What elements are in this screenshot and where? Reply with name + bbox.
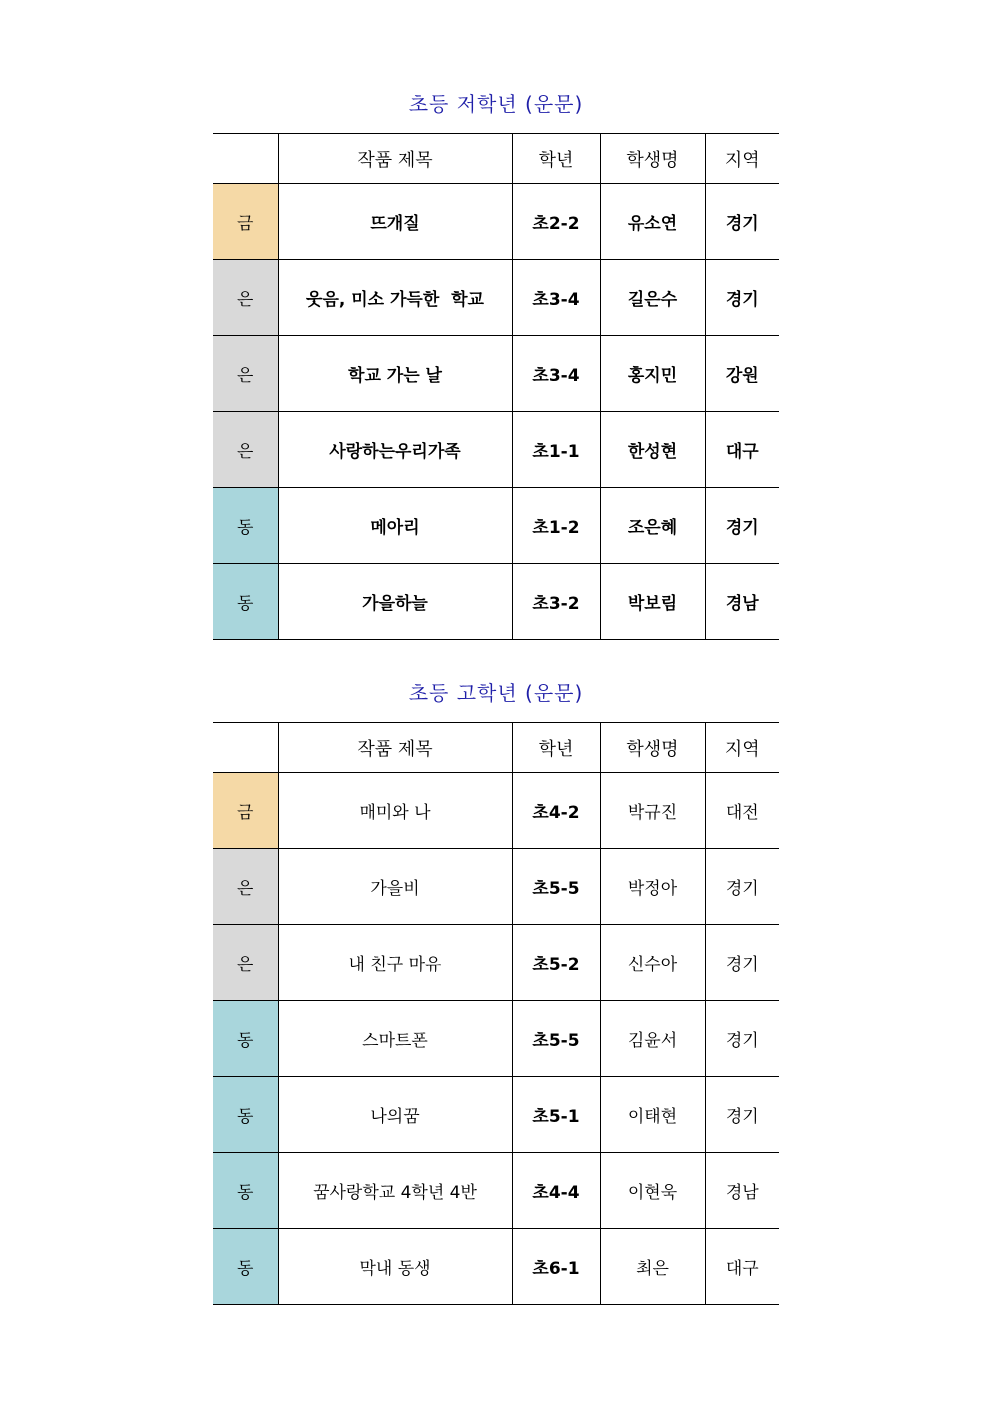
medal-cell: 은 xyxy=(213,925,278,1001)
header-name: 학생명 xyxy=(600,723,705,773)
region-cell: 경기 xyxy=(705,488,779,564)
title-cell: 웃음, 미소 가득한 학교 xyxy=(278,260,512,336)
header-region: 지역 xyxy=(705,134,779,184)
grade-cell: 초3-4 xyxy=(512,336,600,412)
region-cell: 경기 xyxy=(705,260,779,336)
title-cell: 꿈사랑학교 4학년 4반 xyxy=(278,1153,512,1229)
table-row xyxy=(213,1153,779,1229)
section-title-high: 초등 고학년 (운문) xyxy=(408,681,584,705)
table-header-row xyxy=(213,723,779,773)
medal-cell: 동 xyxy=(213,1077,278,1153)
award-table-high xyxy=(213,722,779,1305)
header-medal xyxy=(213,723,278,773)
title-cell: 매미와 나 xyxy=(278,773,512,849)
grade-cell: 초5-2 xyxy=(512,925,600,1001)
title-cell: 학교 가는 날 xyxy=(278,336,512,412)
title-cell: 뜨개질 xyxy=(278,184,512,260)
award-table-low xyxy=(213,133,779,640)
table-row xyxy=(213,925,779,1001)
table-header-row xyxy=(213,134,779,184)
title-cell: 내 친구 마유 xyxy=(278,925,512,1001)
table-row xyxy=(213,1001,779,1077)
grade-cell: 초6-1 xyxy=(512,1229,600,1305)
grade-cell: 초5-5 xyxy=(512,1001,600,1077)
name-cell: 최은 xyxy=(600,1229,705,1305)
name-cell: 길은수 xyxy=(600,260,705,336)
header-grade: 학년 xyxy=(512,134,600,184)
title-cell: 가을비 xyxy=(278,849,512,925)
header-medal xyxy=(213,134,278,184)
name-cell: 조은혜 xyxy=(600,488,705,564)
grade-cell: 초5-1 xyxy=(512,1077,600,1153)
region-cell: 대구 xyxy=(705,412,779,488)
medal-cell: 동 xyxy=(213,1153,278,1229)
table-row xyxy=(213,1229,779,1305)
table-row xyxy=(213,849,779,925)
region-cell: 경기 xyxy=(705,925,779,1001)
name-cell: 박규진 xyxy=(600,773,705,849)
title-cell: 막내 동생 xyxy=(278,1229,512,1305)
header-grade: 학년 xyxy=(512,723,600,773)
table-row xyxy=(213,184,779,260)
table-row xyxy=(213,336,779,412)
region-cell: 경남 xyxy=(705,1153,779,1229)
name-cell: 신수아 xyxy=(600,925,705,1001)
title-cell: 나의꿈 xyxy=(278,1077,512,1153)
medal-cell: 동 xyxy=(213,564,278,640)
grade-cell: 초2-2 xyxy=(512,184,600,260)
medal-cell: 동 xyxy=(213,1229,278,1305)
title-cell: 사랑하는우리가족 xyxy=(278,412,512,488)
table-row xyxy=(213,488,779,564)
name-cell: 박보림 xyxy=(600,564,705,640)
name-cell: 이현욱 xyxy=(600,1153,705,1229)
medal-cell: 은 xyxy=(213,412,278,488)
header-region: 지역 xyxy=(705,723,779,773)
table-row xyxy=(213,1077,779,1153)
region-cell: 대구 xyxy=(705,1229,779,1305)
grade-cell: 초3-4 xyxy=(512,260,600,336)
header-name: 학생명 xyxy=(600,134,705,184)
medal-cell: 동 xyxy=(213,488,278,564)
region-cell: 경기 xyxy=(705,1001,779,1077)
medal-cell: 은 xyxy=(213,849,278,925)
region-cell: 경기 xyxy=(705,1077,779,1153)
medal-cell: 금 xyxy=(213,184,278,260)
table-row xyxy=(213,260,779,336)
medal-cell: 동 xyxy=(213,1001,278,1077)
title-cell: 가을하늘 xyxy=(278,564,512,640)
name-cell: 김윤서 xyxy=(600,1001,705,1077)
grade-cell: 초4-4 xyxy=(512,1153,600,1229)
grade-cell: 초3-2 xyxy=(512,564,600,640)
name-cell: 이태현 xyxy=(600,1077,705,1153)
region-cell: 대전 xyxy=(705,773,779,849)
grade-cell: 초1-2 xyxy=(512,488,600,564)
header-title: 작품 제목 xyxy=(278,134,512,184)
medal-cell: 금 xyxy=(213,773,278,849)
medal-cell: 은 xyxy=(213,336,278,412)
title-cell: 메아리 xyxy=(278,488,512,564)
name-cell: 박정아 xyxy=(600,849,705,925)
section-title-low: 초등 저학년 (운문) xyxy=(408,92,584,116)
name-cell: 유소연 xyxy=(600,184,705,260)
grade-cell: 초1-1 xyxy=(512,412,600,488)
region-cell: 경남 xyxy=(705,564,779,640)
grade-cell: 초4-2 xyxy=(512,773,600,849)
table-row xyxy=(213,773,779,849)
region-cell: 강원 xyxy=(705,336,779,412)
table-row xyxy=(213,564,779,640)
grade-cell: 초5-5 xyxy=(512,849,600,925)
medal-cell: 은 xyxy=(213,260,278,336)
region-cell: 경기 xyxy=(705,184,779,260)
region-cell: 경기 xyxy=(705,849,779,925)
title-cell: 스마트폰 xyxy=(278,1001,512,1077)
name-cell: 홍지민 xyxy=(600,336,705,412)
table-row xyxy=(213,412,779,488)
header-title: 작품 제목 xyxy=(278,723,512,773)
name-cell: 한성현 xyxy=(600,412,705,488)
